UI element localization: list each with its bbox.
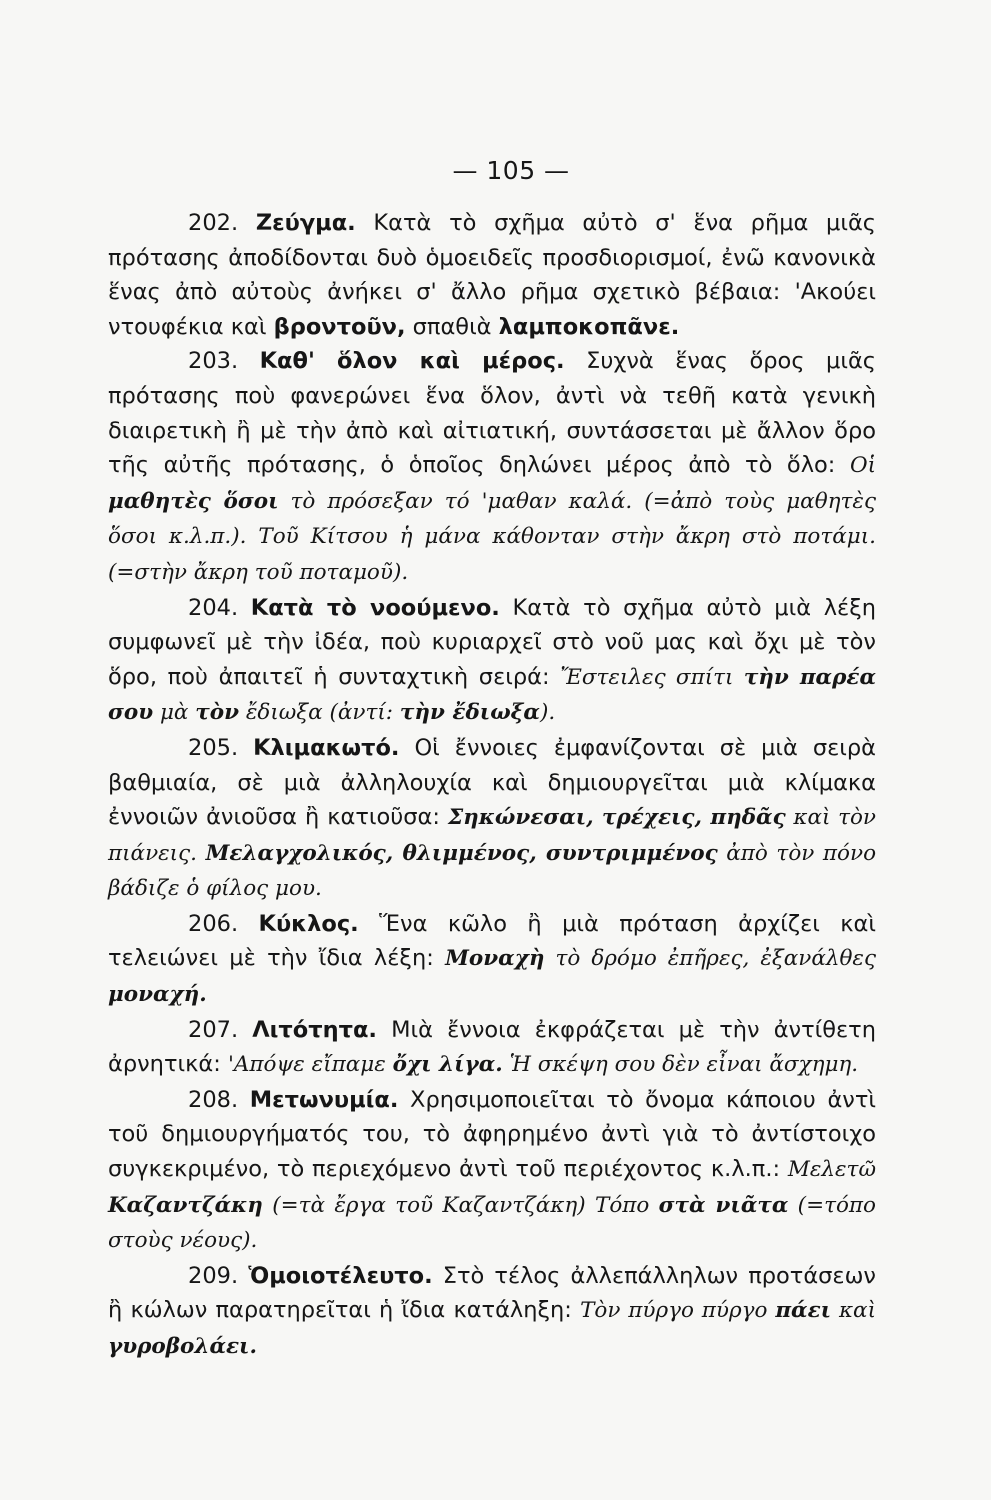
entry-term: Καθ' ὅλον καὶ μέρος.: [259, 348, 565, 375]
entry-206-kyklos: [108, 907, 876, 1013]
entry-202-zeugma: [108, 206, 876, 344]
example-italic: μὰ: [153, 700, 196, 726]
example-bold-italic: Μοναχὴ: [445, 946, 545, 972]
entry-207-litotita: [108, 1013, 876, 1083]
entry-number: 205.: [188, 734, 239, 761]
page-text: [108, 206, 876, 1365]
entry-number: 209.: [188, 1262, 239, 1289]
example-italic: καὶ: [831, 1298, 876, 1324]
page-number: — 105 —: [452, 156, 570, 185]
entry-text: Στὸ τέλος ἀλλεπάλληλων προτάσεων ἢ κώλων παρατηρεῖται ἡ ἴδια κατάληξη:: [108, 1262, 877, 1324]
entry-text: Μιὰ ἔννοια ἐκφράζεται μὲ τὴν ἀντίθετη ἀρνητικά:: [108, 1016, 876, 1078]
entry-203-whole-and-part: [108, 344, 876, 590]
entry-term: Κύκλος.: [258, 910, 359, 937]
entry-text: Κατὰ τὸ σχῆμα αὐτὸ σ' ἕνα ρῆμα μιᾶς πρότασης ἀποδίδονται δυὸ ὁμοειδεῖς προσδιορισμοί, ἐνῶ κανονικὰ ἕνας ἀπὸ αὐτοὺς ἀνήκει σ' ἄλλο ρῆμα σχετικὸ βέβαια: 'Ακούει ντουφέκια καὶ: [108, 210, 877, 340]
entry-205-klimakoto: [108, 731, 876, 907]
example-italic: τὸ πρόσεξαν τό 'μαθαν καλά. (=ἀπὸ τοὺς μαθητὲς ὅσοι κ.λ.π.). Τοῦ Κίτσου ἡ μάνα κάθονταν στὴν ἄκρη στὸ ποτάμι. (=στὴν ἄκρη τοῦ ποταμοῦ).: [108, 488, 876, 585]
example-italic: Ἡ σκέψη σου δὲν εἶναι ἄσχημη.: [502, 1052, 859, 1078]
entry-text: Συχνὰ ἕνας ὅρος μιᾶς πρότασης ποὺ φανερώνει ἕνα ὅλον, ἀντὶ νὰ τεθῆ κατὰ γενικὴ διαιρετικὴ ἢ μὲ τὴν ἀπὸ καὶ αἰτιατική, συντάσσεται μὲ ἄλλον ὅρο τῆς αὐτῆς πρότασης, ὁ ὁποῖος δηλώνει μέρος ἀπὸ τὸ ὅλο:: [108, 348, 876, 479]
entry-number: 204.: [188, 594, 239, 621]
example-bold-italic: γυροβολάει.: [108, 1334, 257, 1359]
example-italic: Ἔστειλες σπίτι: [560, 664, 744, 690]
example-bold-italic: τὴν ἔδιωξα: [399, 700, 540, 726]
example-italic: ).: [539, 700, 556, 726]
entry-208-metonymia: [108, 1083, 876, 1259]
entry-term: Κλιμακωτό.: [253, 734, 400, 761]
entry-text: Χρησιμοποιεῖται τὸ ὄνομα κάποιου ἀντὶ τοῦ δημιουργήματός του, τὸ ἀφηρημένο ἀντὶ γιὰ τὸ ἀντίστοιχο συγκεκριμένο, τὸ περιεχόμενο ἀντὶ τοῦ περιέχοντος κ.λ.π.:: [108, 1086, 876, 1183]
example-italic: (=τὰ ἔργα τοῦ Καζαντζάκη) Τόπο: [262, 1192, 659, 1218]
entry-text: Κατὰ τὸ σχῆμα αὐτὸ μιὰ λέξη συμφωνεῖ μὲ τὴν ἰδέα, ποὺ κυριαρχεῖ στὸ νοῦ μας καὶ ὄχι μὲ τὸν ὅρο, ποὺ ἀπαιτεῖ ἡ συνταχτικὴ σειρά:: [108, 594, 877, 690]
entry-term: Ζεύγμα.: [255, 210, 356, 236]
example-italic: (=τόπο στοὺς νέους).: [108, 1192, 876, 1254]
entry-term: Λιτότητα.: [252, 1016, 377, 1043]
example-italic: ἔδιωξα (ἀντί:: [239, 700, 400, 726]
example-bold: βροντοῦν,: [273, 313, 406, 340]
entry-number: 203.: [188, 348, 239, 375]
example-bold-italic: μαθητὲς ὅσοι: [108, 488, 279, 514]
entry-209-homoioteleuto: [108, 1259, 876, 1365]
entry-text: Ἕνα κῶλο ἢ μιὰ πρόταση ἀρχίζει καὶ τελειώνει μὲ τὴν ἴδια λέξη:: [108, 910, 877, 972]
example-bold-italic: Μελαγχολικός, θλιμμένος, συντριμμένος: [205, 840, 718, 866]
entry-text: σπαθιὰ: [405, 313, 499, 340]
example-bold-italic: στὰ νιᾶτα: [658, 1192, 789, 1218]
entry-204-kata-to-nooumeno: [108, 591, 876, 731]
example-bold-italic: ὄχι λίγα.: [392, 1052, 503, 1078]
entry-number: 208.: [188, 1086, 239, 1113]
entry-number: 202.: [188, 210, 239, 236]
example-italic: τὸ δρόμο ἐπῆρες, ἐξανάλθες: [544, 946, 876, 972]
example-italic: καὶ τὸν πιάνεις.: [108, 805, 877, 866]
entry-term: Κατὰ τὸ νοούμενο.: [250, 594, 500, 621]
example-bold-italic: μοναχή.: [108, 982, 207, 1008]
example-italic: Τὸν πύργο πύργο: [580, 1298, 776, 1324]
example-italic: 'Απόψε εἴπαμε: [227, 1052, 393, 1078]
example-bold-italic: πάει: [775, 1298, 832, 1324]
entry-text: Οἱ ἔννοιες ἐμφανίζονται σὲ μιὰ σειρὰ βαθμιαία, σὲ μιὰ ἀλληλουχία καὶ δημιουργεῖται μιὰ κλίμακα ἐννοιῶν ἀνιοῦσα ἢ κατιοῦσα:: [108, 734, 877, 831]
example-bold-italic: Καζαντζάκη: [108, 1192, 263, 1218]
entry-number: 207.: [188, 1016, 239, 1043]
example-bold-italic: τὴν παρέα σου: [108, 664, 877, 726]
example-bold-italic: τὸν: [195, 700, 240, 726]
example-italic: Οἱ: [849, 453, 876, 479]
entry-term: Μετωνυμία.: [249, 1086, 399, 1113]
example-bold: λαμποκοπᾶνε.: [498, 313, 680, 340]
entry-term: Ὁμοιοτέλευτο.: [248, 1262, 433, 1289]
example-bold-italic: Σηκώνεσαι, τρέχεις, πηδᾶς: [447, 805, 786, 831]
example-italic: Μελετῶ: [787, 1157, 876, 1183]
entry-number: 206.: [188, 910, 239, 937]
example-italic: ἀπὸ τὸν πόνο βάδιζε ὁ φίλος μου.: [108, 840, 877, 902]
